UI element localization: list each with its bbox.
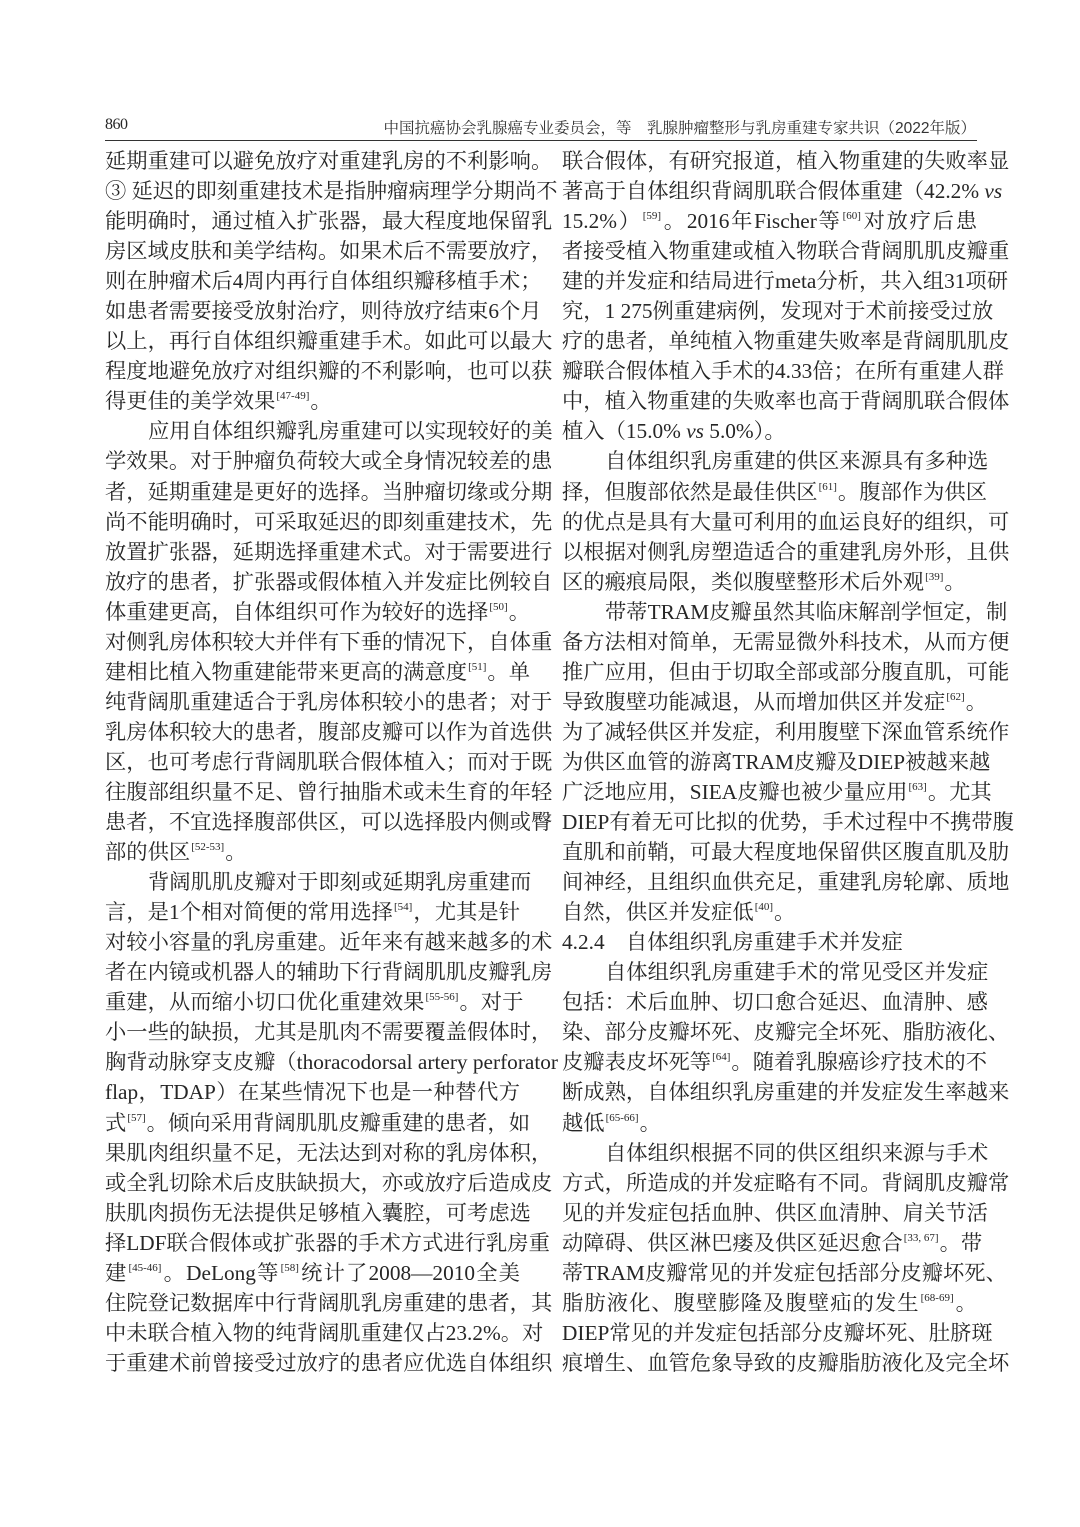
text-line xyxy=(562,416,977,446)
citation: [58] xyxy=(280,1261,299,1274)
text-run: 。 xyxy=(225,840,247,865)
text-line xyxy=(105,1228,550,1258)
text-line xyxy=(105,416,553,446)
text-line xyxy=(562,957,989,987)
text-line xyxy=(562,747,991,777)
text-line xyxy=(105,897,520,927)
text-line xyxy=(562,1108,977,1138)
citation: [52-53] xyxy=(191,841,225,854)
text-line xyxy=(105,386,520,416)
text-line xyxy=(562,1138,989,1168)
text-run: 住院登记数据库中行背阔肌乳房重建的患者，其 xyxy=(105,1290,553,1315)
text-run: 体重建更高，自体组织可作为较好的选择 xyxy=(105,599,489,624)
text-run: 中未联合植入物的纯背阔肌重建仅占23.2%。对 xyxy=(105,1320,544,1345)
text-line xyxy=(562,717,1010,747)
text-run: 动障碍、供区淋巴瘘及供区延迟愈合 xyxy=(562,1230,903,1255)
citation: [65-66] xyxy=(605,1111,639,1124)
citation: [55-56] xyxy=(425,991,459,1004)
text-run: 。 xyxy=(965,689,987,714)
text-run: 间神经，且组织血供充足，重建乳房轮廓、质地 xyxy=(562,870,1010,895)
text-run: 。 xyxy=(954,1290,977,1315)
text-line xyxy=(105,957,553,987)
text-line xyxy=(562,567,977,597)
text-line xyxy=(105,1077,520,1107)
citation: [51] xyxy=(468,660,487,673)
text-run: 见的并发症包括血肿、供区血清肿、肩关节活 xyxy=(562,1200,988,1225)
text-run: 应用自体组织瓣乳房重建可以实现较好的美 xyxy=(148,419,553,444)
text-run: 。 xyxy=(639,1110,661,1135)
text-run: 为供区血管的游离TRAM皮瓣及DIEP被越来越 xyxy=(562,749,991,774)
text-run: 小一些的缺损，尤其是肌肉不需要覆盖假体时， xyxy=(105,1020,553,1045)
text-run: 。随着乳腺癌诊疗技术的不 xyxy=(731,1050,987,1075)
text-run: 联合假体，有研究报道，植入物重建的失败率显 xyxy=(562,149,1010,173)
text-line xyxy=(562,837,1010,867)
text-run: 重建，从而缩小切口优化重建效果 xyxy=(105,990,425,1015)
citation: [60] xyxy=(842,210,861,223)
text-line xyxy=(105,927,553,957)
text-line xyxy=(105,567,553,597)
text-line xyxy=(562,597,1008,627)
text-run: 建 xyxy=(105,1260,128,1285)
text-run: 自体组织乳房重建的供区来源具有多种选 xyxy=(605,449,989,474)
text-run: 的优点是具有大量可利用的血运良好的组织，可 xyxy=(562,509,1010,534)
text-line xyxy=(562,236,1010,266)
text-run: 。倾向采用背阔肌肌皮瓣重建的患者，如 xyxy=(146,1110,530,1135)
text-line xyxy=(562,356,1004,386)
text-line xyxy=(562,627,1010,657)
text-run: 著高于自体组织背阔肌联合假体重建（42.2% xyxy=(562,179,985,204)
text-run: ，尤其是针 xyxy=(413,900,520,925)
text-line xyxy=(105,507,553,537)
text-line xyxy=(562,1017,1010,1047)
text-run: 乳房体积较大的患者，腹部皮瓣可以作为首选供 xyxy=(105,719,553,744)
text-run: 以根据对侧乳房塑造适合的重建乳房外形，且供 xyxy=(562,539,1010,564)
text-run: 果肌肉组织量不足，无法达到对称的乳房体积， xyxy=(105,1140,553,1165)
citation: [59] xyxy=(642,210,662,223)
text-run: 言，是1个相对简便的常用选择 xyxy=(105,900,393,925)
citation: [61] xyxy=(818,480,837,493)
text-run: 得更佳的美学效果 xyxy=(105,389,276,414)
text-run: 择，但腹部依然是最佳供区 xyxy=(562,479,818,504)
left-column xyxy=(105,146,559,1378)
text-line xyxy=(105,537,553,567)
text-run: ③ 延迟的即刻重建技术是指肿瘤病理学分期尚不 xyxy=(105,179,558,204)
text-run: 往腹部组织量不足、曾行抽脂术或未生育的年轻 xyxy=(105,779,553,804)
text-line xyxy=(105,1138,553,1168)
text-run: 建的并发症和结局进行meta分析，共入组31项研 xyxy=(562,269,1009,294)
text-run: 包括：术后血肿、切口愈合延迟、血清肿、感 xyxy=(562,990,988,1015)
text-run: 瓣联合假体植入手术的4.33倍；在所有重建人群 xyxy=(562,359,1004,384)
italic-text: vs xyxy=(686,419,704,444)
text-line xyxy=(105,1318,544,1348)
text-line xyxy=(562,1258,1007,1288)
text-line xyxy=(562,897,977,927)
citation: [62] xyxy=(946,690,965,703)
text-run: 推广应用，但由于切取全部或部分腹直肌，可能 xyxy=(562,659,1010,684)
text-run: 5.0%）。 xyxy=(703,419,786,444)
text-run: 为了减轻供区并发症，利用腹壁下深血管系统作 xyxy=(562,719,1010,744)
citation: [64] xyxy=(712,1051,731,1064)
text-run: 4.2.4 自体组织乳房重建手术并发症 xyxy=(562,930,903,955)
text-line xyxy=(105,687,553,717)
text-run: 肤肌肉损伤无法提供足够植入囊腔，可考虑选 xyxy=(105,1200,531,1225)
text-run: 植入（15.0% xyxy=(562,419,687,444)
text-line xyxy=(105,717,553,747)
text-run: 备方法相对简单，无需显微外科技术，从而方便 xyxy=(562,629,1010,654)
text-line xyxy=(562,687,987,717)
text-run: DIEP常见的并发症包括部分皮瓣坏死、肚脐斑 xyxy=(562,1320,993,1345)
text-run: 自然，供区并发症低 xyxy=(562,900,754,925)
text-run: 者，延期重建是更好的选择。当肿瘤切缘或分期 xyxy=(105,479,553,504)
page-number: 860 xyxy=(105,116,128,133)
citation: [39] xyxy=(925,570,944,583)
text-run: DIEP有着无可比拟的优势，手术过程中不携带腹 xyxy=(562,810,1014,835)
text-line xyxy=(105,1198,531,1228)
text-run: 式 xyxy=(105,1110,127,1135)
text-run: 择LDF联合假体或扩张器的手术方式进行乳房重 xyxy=(105,1230,550,1255)
text-line xyxy=(562,296,994,326)
text-line xyxy=(105,867,532,897)
text-run: 尚不能明确时，可采取延迟的即刻重建技术，先 xyxy=(105,509,553,534)
text-line xyxy=(105,477,553,507)
text-run: 胸背动脉穿支皮瓣（thoracodorsal artery perforator xyxy=(105,1050,559,1075)
text-run: 带蒂TRAM皮瓣虽然其临床解剖学恒定，制 xyxy=(605,599,1008,624)
text-run: 导致腹壁功能减退，从而增加供区并发症 xyxy=(562,689,946,714)
text-line xyxy=(105,1258,520,1288)
text-line xyxy=(105,1047,559,1077)
text-run: 越低 xyxy=(562,1110,605,1135)
text-run: 延期重建可以避免放疗对重建乳房的不利影响。 xyxy=(105,149,553,173)
text-run: 中，植入物重建的失败率也高于背阔肌联合假体 xyxy=(562,389,1010,414)
text-line xyxy=(562,507,1010,537)
text-line xyxy=(562,326,1010,356)
text-line xyxy=(562,807,1014,837)
citation: [57] xyxy=(127,1111,146,1124)
text-run: 放疗的患者，扩张器或假体植入并发症比例较自 xyxy=(105,569,553,594)
text-line xyxy=(562,987,988,1017)
text-run: 自体组织根据不同的供区组织来源与手术 xyxy=(605,1140,989,1165)
text-run: 学效果。对于肿瘤负荷较大或全身情况较差的患 xyxy=(105,449,553,474)
text-run: 则在肿瘤术后4周内再行自体组织瓣移植手术； xyxy=(105,269,542,294)
text-run: 放置扩张器，延期选择重建术式。对于需要进行 xyxy=(105,539,553,564)
text-line xyxy=(105,176,558,206)
text-run: 患者，不宜选择腹部供区，可以选择股内侧或臀 xyxy=(105,810,553,835)
text-run: 。2016年Fischer等 xyxy=(662,209,842,234)
text-run: 痕增生、血管危象导致的皮瓣脂肪液化及完全坏 xyxy=(562,1350,1010,1375)
text-run: 。 xyxy=(310,389,332,414)
text-run: 染、部分皮瓣坏死、皮瓣完全坏死、脂肪液化、 xyxy=(562,1020,1010,1045)
text-run: 疗的患者，单纯植入物重建失败率是背阔肌肌皮 xyxy=(562,329,1010,354)
text-line xyxy=(105,1017,553,1047)
text-line xyxy=(562,266,1009,296)
text-line xyxy=(105,446,553,476)
text-run: 。单 xyxy=(487,659,530,684)
citation: [45-46] xyxy=(128,1261,162,1274)
text-line xyxy=(105,1108,530,1138)
text-line xyxy=(105,987,524,1017)
right-column xyxy=(562,146,1014,1378)
text-line xyxy=(105,356,553,386)
text-line xyxy=(562,1288,977,1318)
text-line xyxy=(562,1228,983,1258)
running-title: 中国抗癌协会乳腺癌专业委员会，等 乳腺肿瘤整形与乳房重建专家共识（2022年版） xyxy=(383,120,976,137)
text-run: 。 xyxy=(508,599,530,624)
text-line xyxy=(562,867,1010,897)
text-line xyxy=(562,1348,1010,1378)
text-line xyxy=(562,1318,993,1348)
citation: [68-69] xyxy=(920,1291,954,1304)
text-run: 究，1 275例重建病例，发现对于术前接受过放 xyxy=(562,299,994,324)
text-run: 如患者需要接受放射治疗，则待放疗结束6个月 xyxy=(105,299,542,324)
citation: [54] xyxy=(394,901,413,914)
text-line xyxy=(105,1168,553,1198)
text-run: 对侧乳房体积较大并伴有下垂的情况下，自体重 xyxy=(105,629,553,654)
text-run: flap，TDAP）在某些情况下也是一种替代方 xyxy=(105,1080,520,1105)
header-rule xyxy=(105,140,977,141)
text-line xyxy=(562,1168,1010,1198)
text-run: 对较小容量的乳房重建。近年来有越来越多的术 xyxy=(105,930,553,955)
text-run: 。对于 xyxy=(459,990,524,1015)
text-line xyxy=(105,627,553,657)
text-run: 断成熟，自体组织乳房重建的并发症发生率越来 xyxy=(562,1080,1010,1105)
text-line xyxy=(562,1047,987,1077)
text-line xyxy=(105,266,542,296)
text-line xyxy=(105,206,553,236)
text-line xyxy=(105,807,553,837)
text-run: 。腹部作为供区 xyxy=(837,479,987,504)
text-line xyxy=(562,1198,988,1228)
text-line xyxy=(562,657,1010,687)
text-run: 区，也可考虑行背阔肌联合假体植入；而对于既 xyxy=(105,749,553,774)
text-line xyxy=(105,296,542,326)
text-line xyxy=(562,146,1010,176)
text-run: 建相比植入物重建能带来更高的满意度 xyxy=(105,659,468,684)
text-run: 者接受植入物重建或植入物联合背阔肌肌皮瓣重 xyxy=(562,239,1010,264)
text-line xyxy=(105,1288,553,1318)
text-run: 。DeLong等 xyxy=(162,1260,280,1285)
text-line xyxy=(105,1348,553,1378)
text-run: 自体组织乳房重建手术的常见受区并发症 xyxy=(605,960,989,985)
text-line xyxy=(562,537,1010,567)
text-line xyxy=(562,176,1003,206)
text-run: 部的供区 xyxy=(105,840,191,865)
text-run: 蒂TRAM皮瓣常见的并发症包括部分皮瓣坏死、 xyxy=(562,1260,1007,1285)
text-run: 。带 xyxy=(939,1230,983,1255)
text-run: 于重建术前曾接受过放疗的患者应优选自体组织 xyxy=(105,1350,553,1375)
text-run: 者在内镜或机器人的辅助下行背阔肌肌皮瓣乳房 xyxy=(105,960,553,985)
section-heading xyxy=(562,927,977,957)
text-run: 。 xyxy=(944,569,966,594)
text-line xyxy=(105,657,530,687)
text-run: 纯背阔肌重建适合于乳房体积较小的患者；对于 xyxy=(105,689,553,714)
text-line xyxy=(105,326,553,356)
italic-text: vs xyxy=(984,179,1003,204)
text-line xyxy=(562,446,989,476)
text-run: 广泛地应用，SIEA皮瓣也被少量应用 xyxy=(562,779,908,804)
text-run: 15.2%） xyxy=(562,209,642,234)
text-run: 对放疗后患 xyxy=(861,209,977,234)
text-line xyxy=(105,146,553,176)
citation: [33, 67] xyxy=(903,1231,939,1244)
text-run: 方式，所造成的并发症略有不同。背阔肌皮瓣常 xyxy=(562,1170,1010,1195)
text-line xyxy=(562,477,987,507)
text-line xyxy=(562,777,992,807)
citation: [47-49] xyxy=(276,390,310,403)
text-line xyxy=(105,597,530,627)
text-run: 皮瓣表皮坏死等 xyxy=(562,1050,712,1075)
text-run: 背阔肌肌皮瓣对于即刻或延期乳房重建而 xyxy=(148,870,532,895)
text-line xyxy=(105,236,553,266)
citation: [50] xyxy=(489,600,508,613)
text-run: 以上，再行自体组织瓣重建手术。如此可以最大 xyxy=(105,329,553,354)
text-run: 房区域皮肤和美学结构。如果术后不需要放疗， xyxy=(105,239,553,264)
text-run: 统计了2008—2010全美 xyxy=(299,1260,520,1285)
text-line xyxy=(105,837,520,867)
text-run: 脂肪液化、腹壁膨隆及腹壁疝的发生 xyxy=(562,1290,920,1315)
text-run: 能明确时，通过植入扩张器，最大程度地保留乳 xyxy=(105,209,553,234)
text-run: 。 xyxy=(774,900,796,925)
text-run: 直肌和前鞘，可最大程度地保留供区腹直肌及肋 xyxy=(562,840,1010,865)
citation: [40] xyxy=(754,901,774,914)
citation: [63] xyxy=(908,780,927,793)
text-line xyxy=(105,777,553,807)
text-line xyxy=(562,206,977,236)
text-line xyxy=(105,747,553,777)
text-run: 区的瘢痕局限，类似腹壁整形术后外观 xyxy=(562,569,925,594)
text-line xyxy=(562,1077,1010,1107)
text-line xyxy=(562,386,1010,416)
text-run: 程度地避免放疗对组织瓣的不利影响，也可以获 xyxy=(105,359,553,384)
text-run: 。尤其 xyxy=(927,779,992,804)
text-run: 或全乳切除术后皮肤缺损大，亦或放疗后造成皮 xyxy=(105,1170,553,1195)
